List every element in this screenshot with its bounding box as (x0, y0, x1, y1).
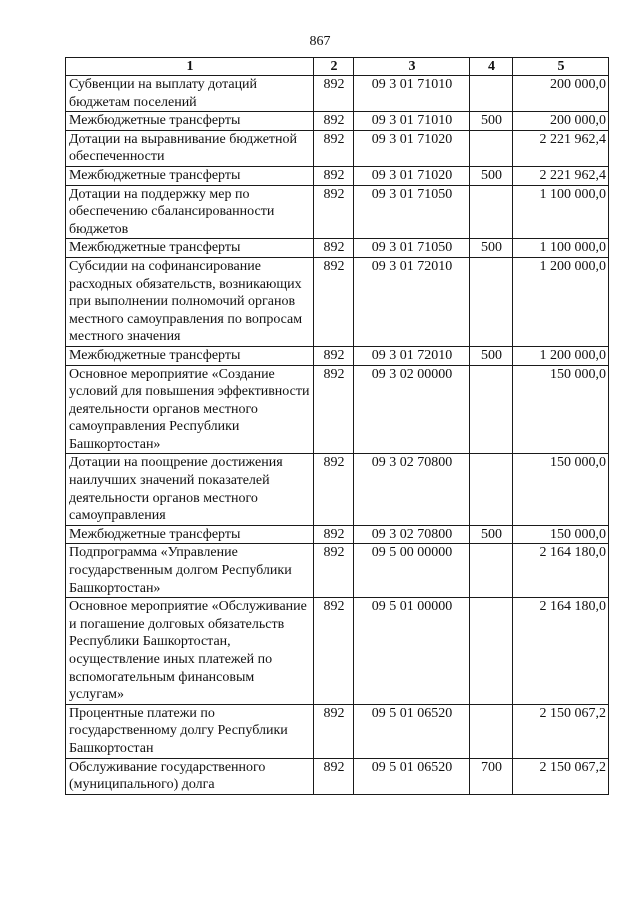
header-col-1: 1 (66, 58, 314, 76)
row-type-cell: 500 (470, 112, 513, 131)
row-sum-cell: 2 150 067,2 (513, 758, 609, 794)
row-name-cell: Основное мероприятие «Обслуживание и погашение долговых обязательств Республики Башкортостан, осуществление иных платежей по вспомогательным финансовым услугам» (66, 598, 314, 705)
row-code-cell: 09 5 01 06520 (354, 704, 470, 758)
page-number: 867 (309, 34, 331, 49)
row-type-cell (470, 365, 513, 454)
row-sum-cell: 1 200 000,0 (513, 257, 609, 346)
row-name-cell: Дотации на выравнивание бюджетной обеспеченности (66, 130, 314, 166)
row-name-cell: Межбюджетные трансферты (66, 112, 314, 131)
row-name-cell: Межбюджетные трансферты (66, 239, 314, 258)
table-row (66, 112, 609, 131)
row-name-cell: Межбюджетные трансферты (66, 525, 314, 544)
header-row (66, 58, 609, 76)
row-name-cell: Межбюджетные трансферты (66, 166, 314, 185)
table-row (66, 525, 609, 544)
row-name-cell: Межбюджетные трансферты (66, 346, 314, 365)
table-header (66, 58, 609, 76)
table-row (66, 454, 609, 525)
row-code-cell: 09 3 02 70800 (354, 525, 470, 544)
row-ministry-cell: 892 (314, 598, 354, 705)
row-ministry-cell: 892 (314, 346, 354, 365)
row-type-cell: 700 (470, 758, 513, 794)
table-row (66, 365, 609, 454)
row-type-cell (470, 130, 513, 166)
row-ministry-cell: 892 (314, 525, 354, 544)
row-type-cell (470, 544, 513, 598)
row-ministry-cell: 892 (314, 185, 354, 239)
row-ministry-cell: 892 (314, 544, 354, 598)
row-name-cell: Субвенции на выплату дотаций бюджетам поселений (66, 76, 314, 112)
table-row (66, 166, 609, 185)
table-body (66, 76, 609, 795)
row-sum-cell: 1 100 000,0 (513, 239, 609, 258)
row-sum-cell: 200 000,0 (513, 76, 609, 112)
row-ministry-cell: 892 (314, 166, 354, 185)
header-col-5: 5 (513, 58, 609, 76)
header-col-2: 2 (314, 58, 354, 76)
row-code-cell: 09 3 02 70800 (354, 454, 470, 525)
row-sum-cell: 2 221 962,4 (513, 166, 609, 185)
row-ministry-cell: 892 (314, 758, 354, 794)
row-name-cell: Субсидии на софинансирование расходных обязательств, возникающих при выполнении полномочий органов местного самоуправления по вопросам местного значения (66, 257, 314, 346)
row-code-cell: 09 3 01 72010 (354, 346, 470, 365)
row-code-cell: 09 3 01 71050 (354, 185, 470, 239)
row-sum-cell: 200 000,0 (513, 112, 609, 131)
row-type-cell: 500 (470, 166, 513, 185)
row-ministry-cell: 892 (314, 454, 354, 525)
table-row (66, 239, 609, 258)
row-ministry-cell: 892 (314, 704, 354, 758)
row-type-cell (470, 704, 513, 758)
row-sum-cell: 150 000,0 (513, 525, 609, 544)
row-code-cell: 09 3 01 71020 (354, 166, 470, 185)
row-ministry-cell: 892 (314, 239, 354, 258)
table-row (66, 185, 609, 239)
row-code-cell: 09 3 01 71010 (354, 112, 470, 131)
row-type-cell (470, 454, 513, 525)
row-type-cell: 500 (470, 346, 513, 365)
row-type-cell (470, 598, 513, 705)
row-type-cell: 500 (470, 525, 513, 544)
table-row (66, 704, 609, 758)
table-row (66, 598, 609, 705)
row-name-cell: Дотации на поощрение достижения наилучших значений показателей деятельности органов местного самоуправления (66, 454, 314, 525)
row-name-cell: Подпрограмма «Управление государственным долгом Республики Башкортостан» (66, 544, 314, 598)
row-code-cell: 09 5 01 06520 (354, 758, 470, 794)
row-type-cell (470, 76, 513, 112)
row-code-cell: 09 3 01 71020 (354, 130, 470, 166)
row-ministry-cell: 892 (314, 257, 354, 346)
table-row (66, 257, 609, 346)
row-sum-cell: 2 164 180,0 (513, 598, 609, 705)
header-col-4: 4 (470, 58, 513, 76)
row-sum-cell: 1 100 000,0 (513, 185, 609, 239)
row-ministry-cell: 892 (314, 130, 354, 166)
table-row (66, 76, 609, 112)
row-type-cell (470, 185, 513, 239)
table-row (66, 544, 609, 598)
row-code-cell: 09 5 00 00000 (354, 544, 470, 598)
row-code-cell: 09 3 02 00000 (354, 365, 470, 454)
row-sum-cell: 2 221 962,4 (513, 130, 609, 166)
row-sum-cell: 2 164 180,0 (513, 544, 609, 598)
row-type-cell: 500 (470, 239, 513, 258)
row-name-cell: Обслуживание государственного (муниципального) долга (66, 758, 314, 794)
row-ministry-cell: 892 (314, 112, 354, 131)
row-code-cell: 09 5 01 00000 (354, 598, 470, 705)
budget-table (65, 57, 609, 795)
row-code-cell: 09 3 01 72010 (354, 257, 470, 346)
table-row (66, 758, 609, 794)
row-ministry-cell: 892 (314, 76, 354, 112)
header-col-3: 3 (354, 58, 470, 76)
row-sum-cell: 150 000,0 (513, 365, 609, 454)
row-type-cell (470, 257, 513, 346)
row-code-cell: 09 3 01 71050 (354, 239, 470, 258)
table-row (66, 130, 609, 166)
row-ministry-cell: 892 (314, 365, 354, 454)
row-sum-cell: 150 000,0 (513, 454, 609, 525)
row-sum-cell: 2 150 067,2 (513, 704, 609, 758)
row-name-cell: Дотации на поддержку мер по обеспечению сбалансированности бюджетов (66, 185, 314, 239)
row-sum-cell: 1 200 000,0 (513, 346, 609, 365)
row-code-cell: 09 3 01 71010 (354, 76, 470, 112)
row-name-cell: Основное мероприятие «Создание условий для повышения эффективности деятельности органов местного самоуправления Республики Башкортостан» (66, 365, 314, 454)
table-row (66, 346, 609, 365)
row-name-cell: Процентные платежи по государственному долгу Республики Башкортостан (66, 704, 314, 758)
